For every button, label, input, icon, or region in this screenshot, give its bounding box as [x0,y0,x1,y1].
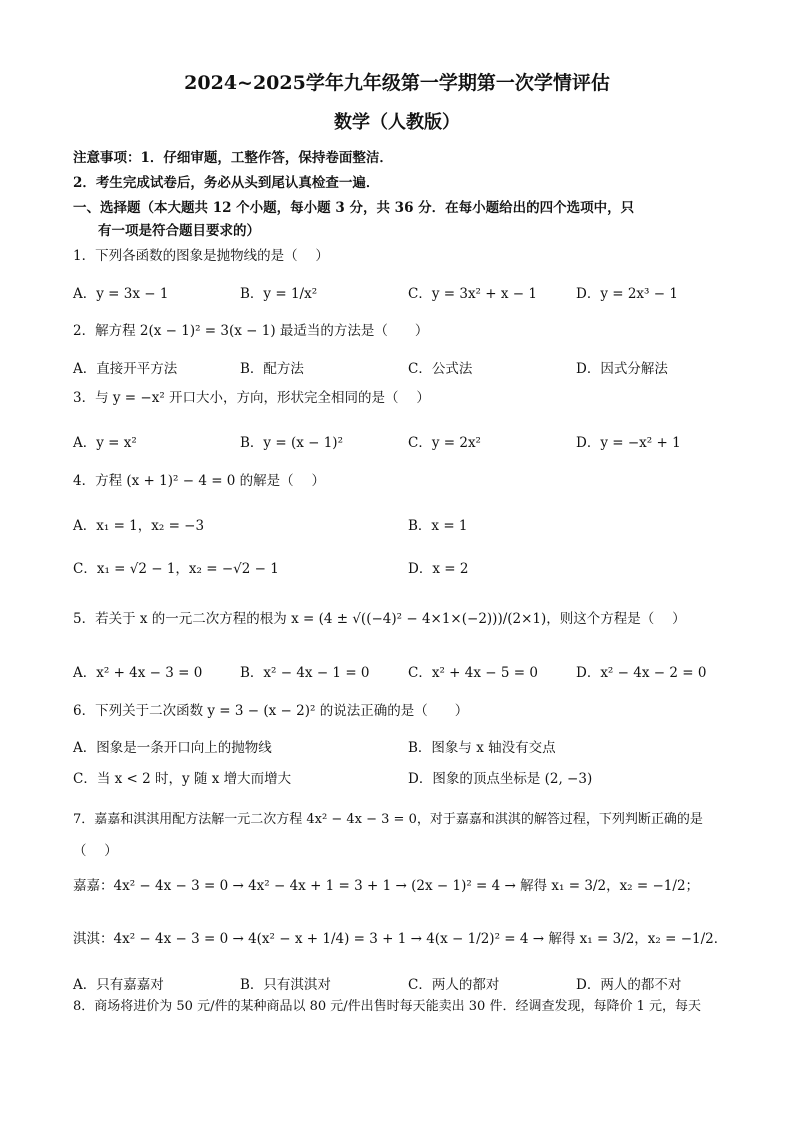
question-6-stem: 6．下列关于二次函数 y = 3 − (x − 2)² 的说法正确的是（ ） [73,703,469,719]
section-heading-line-1: 一、选择题（本大题共 12 个小题，每小题 3 分，共 36 分．在每小题给出的四个选项中，只 [73,200,635,216]
question-7-option-d: D．两人的都不对 [576,977,682,993]
question-3-option-b: B．y = (x − 1)² [240,435,343,451]
question-7-stem-line-1: 7．嘉嘉和淇淇用配方法解一元二次方程 4x² − 4x − 3 = 0，对于嘉嘉和淇淇的解答过程，下列判断正确的是 [73,812,703,827]
question-3-stem: 3．与 y = −x² 开口大小，方向，形状完全相同的是（ ） [73,390,430,406]
question-1-option-a: A．y = 3x − 1 [73,286,169,302]
question-3-option-d: D．y = −x² + 1 [576,435,681,451]
question-4-stem: 4．方程 (x + 1)² − 4 = 0 的解是（ ） [73,473,325,489]
question-2-option-b: B．配方法 [240,361,304,377]
question-7-option-a: A．只有嘉嘉对 [73,977,164,993]
question-2-option-d: D．因式分解法 [576,361,668,377]
question-5-option-b: B．x² − 4x − 1 = 0 [240,665,370,681]
notes-line-1: 注意事项：1．仔细审题，工整作答，保持卷面整洁． [73,150,393,166]
question-7-stem-line-2: （ ） [73,843,118,859]
exam-subtitle: 数学（人教版） [334,112,460,133]
notes-line-2: 2．考生完成试卷后，务必从头到尾认真检查一遍． [73,175,380,191]
question-2-option-a: A．直接开平方法 [73,361,178,377]
question-4-option-c: C．x₁ = √2 − 1，x₂ = −√2 − 1 [73,561,279,577]
question-7-option-c: C．两人的都对 [408,977,500,993]
question-6-option-c: C．当 x < 2 时，y 随 x 增大而增大 [73,771,292,787]
question-3-option-c: C．y = 2x² [408,435,481,451]
exam-title: 2024~2025学年九年级第一学期第一次学情评估 [184,72,610,94]
question-6-option-b: B．图象与 x 轴没有交点 [408,740,556,756]
question-6-option-d: D．图象的顶点坐标是 (2, −3) [408,771,593,787]
question-1-stem: 1．下列各函数的图象是抛物线的是（ ） [73,248,329,264]
question-7-option-b: B．只有淇淇对 [240,977,331,993]
question-2-stem: 2．解方程 2(x − 1)² = 3(x − 1) 最适当的方法是（ ） [73,323,429,339]
question-1-option-b: B．y = 1/x² [240,286,318,302]
question-7-qiqi-solution: 淇淇：4x² − 4x − 3 = 0 → 4(x² − x + 1/4) = 3 + 1 → 4(x − 1/2)² = 4 → 解得 x₁ = 3/2，x₂ = −1/2． [73,931,728,947]
section-heading-line-2: 有一项是符合题目要求的） [98,223,260,239]
question-5-stem: 5．若关于 x 的一元二次方程的根为 x = (4 ± √((−4)² − 4×1×(−2)))/(2×1)，则这个方程是（ ） [73,611,686,627]
question-4-option-a: A．x₁ = 1，x₂ = −3 [73,518,205,534]
question-4-option-d: D．x = 2 [408,561,469,577]
question-5-option-c: C．x² + 4x − 5 = 0 [408,665,538,681]
question-5-option-a: A．x² + 4x − 3 = 0 [73,665,203,681]
question-5-option-d: D．x² − 4x − 2 = 0 [576,665,707,681]
question-7-jiajia-solution: 嘉嘉：4x² − 4x − 3 = 0 → 4x² − 4x + 1 = 3 + 1 → (2x − 1)² = 4 → 解得 x₁ = 3/2，x₂ = −1/2； [73,878,700,894]
question-3-option-a: A．y = x² [73,435,137,451]
question-4-option-b: B．x = 1 [408,518,468,534]
question-1-option-c: C．y = 3x² + x − 1 [408,286,537,302]
question-8-stem: 8．商场将进价为 50 元/件的某种商品以 80 元/件出售时每天能卖出 30 件．经调查发现，每降价 1 元，每天 [73,999,701,1014]
question-1-option-d: D．y = 2x³ − 1 [576,286,678,302]
question-2-option-c: C．公式法 [408,361,473,377]
question-6-option-a: A．图象是一条开口向上的抛物线 [73,740,272,756]
